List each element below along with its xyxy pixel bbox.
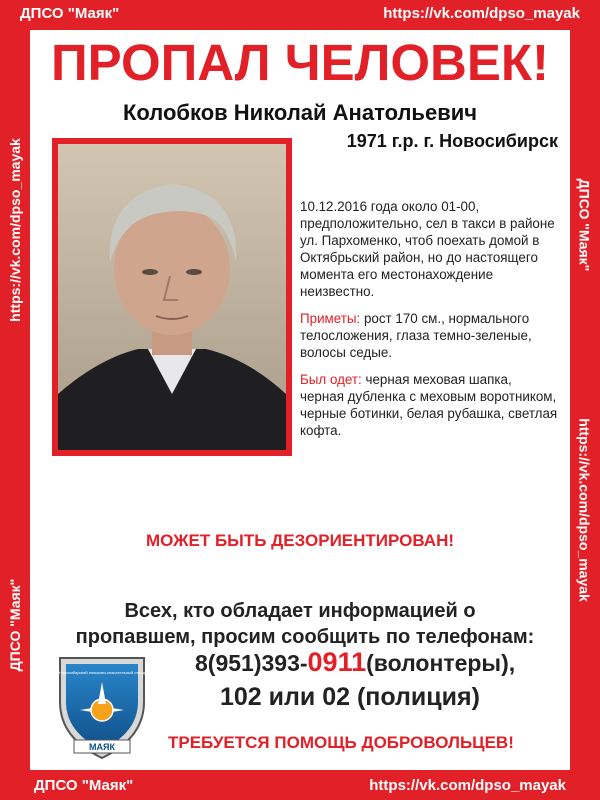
features-paragraph	[300, 310, 558, 361]
person-name: Колобков Николай Анатольевич	[122, 100, 478, 125]
side-left-url[interactable]: https://vk.com/dpso_mayak	[7, 138, 23, 322]
volunteer-phone-prefix: 8(951)393-	[195, 650, 308, 676]
volunteer-phone-suffix: (волонтеры),	[366, 650, 516, 676]
clothing-text: черная меховая шапка, черная дубленка с меховым воротником, черные ботинки, белая рубашка, светлая кофта.	[300, 372, 558, 438]
header-org-name: ДПСО "Маяк"	[20, 5, 120, 22]
volunteer-phone[interactable]	[195, 648, 515, 677]
header-org-url[interactable]: https://vk.com/dpso_mayak	[383, 5, 580, 22]
features-label: Приметы:	[300, 311, 361, 326]
police-phone[interactable]: 102 или 02 (полиция)	[220, 683, 480, 711]
headline: ПРОПАЛ ЧЕЛОВЕК!	[51, 34, 549, 91]
side-right-url[interactable]: https://vk.com/dpso_mayak	[577, 418, 593, 602]
features-text: рост 170 см., нормального телосложения, глаза темно-зеленые, волосы седые.	[300, 311, 532, 360]
footer-org-name: ДПСО "Маяк"	[34, 777, 134, 794]
logo-caption: МАЯК	[89, 742, 115, 752]
person-birth: 1971 г.р. г. Новосибирск	[346, 131, 558, 151]
disoriented-warning: МОЖЕТ БЫТЬ ДЕЗОРИЕНТИРОВАН!	[145, 531, 455, 550]
clothing-paragraph	[300, 371, 558, 439]
volunteer-phone-highlight: 0911	[307, 647, 367, 677]
appeal-text	[30, 598, 570, 650]
volunteers-needed: ТРЕБУЕТСЯ ПОМОЩЬ ДОБРОВОЛЬЦЕВ!	[168, 733, 514, 752]
appeal-line-1: Всех, кто обладает информацией о	[124, 600, 476, 622]
circumstances-text: 10.12.2016 года около 01-00, предположительно, сел в такси в районе ул. Пархоменко, чтоб поехать домой в Октябрьский район, но до настоящего момента его местонахождение неизвестно.	[300, 199, 555, 299]
person-photo	[52, 138, 292, 456]
mayak-logo	[52, 652, 152, 764]
portrait	[58, 144, 286, 450]
clothing-label: Был одет:	[300, 372, 362, 387]
side-right-org: ДПСО "Маяк"	[577, 178, 593, 272]
portrait-illustration	[58, 144, 286, 450]
shield-icon	[52, 652, 152, 764]
logo-subtitle: Новосибирский поисково-спасательный отряд	[59, 670, 145, 675]
side-left-org: ДПСО "Маяк"	[7, 578, 23, 672]
description-block	[300, 198, 558, 449]
appeal-line-2: пропавшем, просим сообщить по телефонам:	[75, 626, 535, 648]
footer-org-url[interactable]: https://vk.com/dpso_mayak	[369, 777, 566, 794]
